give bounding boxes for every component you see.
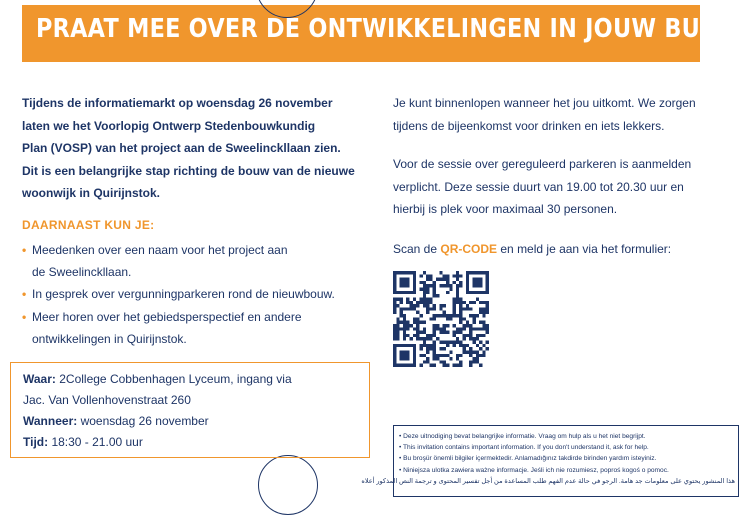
list-item [22, 306, 362, 328]
scan-line [393, 238, 713, 261]
walkin-paragraph [393, 92, 713, 137]
parking-line: hierbij is plek voor maximaal 30 personen. [393, 202, 618, 216]
intro-line: Plan (VOSP) van het project aan de Sweelinckllaan zien. [22, 141, 341, 155]
parking-line: verplicht. Deze sessie duurt van 19.00 tot 20.30 uur en [393, 179, 684, 194]
qr-code-highlight: QR-CODE [440, 242, 498, 256]
intro-line: laten we het Voorlopig Ontwerp Stedenbouwkundig [22, 118, 316, 133]
notice-line-en: • This invitation contains important information. If you don't understand it, ask for help. [399, 444, 649, 452]
bullet-icon: • [22, 287, 27, 302]
waar-label: Waar: [23, 372, 56, 386]
waar-row [23, 369, 292, 390]
language-notice-list [361, 431, 735, 487]
event-details [23, 369, 292, 453]
waar-row-continued [23, 390, 292, 411]
banner-title: PRAAT MEE OVER DE ONTWIKKELINGEN IN JOUW BUURT [36, 14, 750, 44]
parking-paragraph [393, 153, 713, 221]
list-item [22, 283, 362, 305]
list-item-text: Meer horen over het gebiedsperspectief en andere [32, 309, 302, 324]
qr-code[interactable] [393, 271, 489, 367]
list-item-text: ontwikkelingen in Quirijnstok. [32, 331, 187, 346]
notice-line-pl: • Niniejsza ulotka zawiera ważne informacje. Jeśli ich nie rozumiesz, poproś kogoś o pomoc. [399, 466, 669, 474]
notice-line-ar: هذا المنشور يحتوي على معلومات جد هامة. الرجو في حالة عدم الفهم طلب المساعدة من أجل تفسير المحتوى و ترجمة النص المذكور أعلاه [361, 477, 735, 485]
intro-paragraph [22, 92, 362, 205]
intro-line: woonwijk in Quirijnstok. [22, 186, 161, 200]
language-notice-box [361, 425, 739, 497]
list-item-text: Meedenken over een naam voor het project aan [32, 243, 288, 257]
parking-line: Voor de sessie over gereguleerd parkeren is aanmelden [393, 157, 692, 171]
list-item [22, 239, 362, 261]
scan-suffix: en meld je aan via het formulier: [497, 242, 672, 256]
waar-value: 2College Cobbenhagen Lyceum, ingang via [55, 372, 292, 386]
notice-line-nl: • Deze uitnodiging bevat belangrijke informatie. Vraag om hulp als u het niet begrijpt. [399, 433, 646, 440]
daarnaast-heading: DAARNAAST KUN JE: [22, 218, 155, 232]
list-item-text: de Sweelinckllaan. [32, 265, 132, 280]
list-item-continuation [22, 261, 362, 283]
tijd-value: 18:30 - 21.00 uur [48, 435, 143, 449]
walkin-line: Je kunt binnenlopen wanneer het jou uitkomt. We zorgen [393, 96, 696, 110]
event-details-box [10, 362, 370, 458]
list-item-text: In gesprek over vergunningparkeren rond de nieuwbouw. [32, 287, 335, 302]
tijd-row [23, 432, 292, 453]
wanneer-row [23, 411, 292, 432]
bullet-icon: • [22, 243, 27, 257]
waar-value-address: Jac. Van Vollenhovenstraat 260 [23, 393, 191, 407]
wanneer-label: Wanneer: [23, 414, 78, 428]
intro-line: Tijdens de informatiemarkt op woensdag 26 november [22, 96, 333, 110]
activity-list [22, 239, 362, 350]
wanneer-value: woensdag 26 november [77, 414, 209, 428]
notice-line-tr: • Bu broşür önemli bilgiler içermektedir. Anlamadığınız takdirde birinden yardım isteyiniz. [399, 455, 657, 463]
walkin-line: tijdens de bijeenkomst voor drinken en iets lekkers. [393, 118, 665, 133]
intro-line: Dit is een belangrijke stap richting de bouw van de nieuwe [22, 163, 355, 178]
list-item-continuation [22, 328, 362, 350]
tijd-label: Tijd: [23, 435, 49, 449]
scan-instruction [393, 238, 713, 261]
header-banner [22, 5, 750, 62]
bullet-icon: • [22, 309, 27, 324]
decorative-circle-bottom [258, 455, 318, 515]
scan-prefix: Scan de [393, 242, 441, 256]
